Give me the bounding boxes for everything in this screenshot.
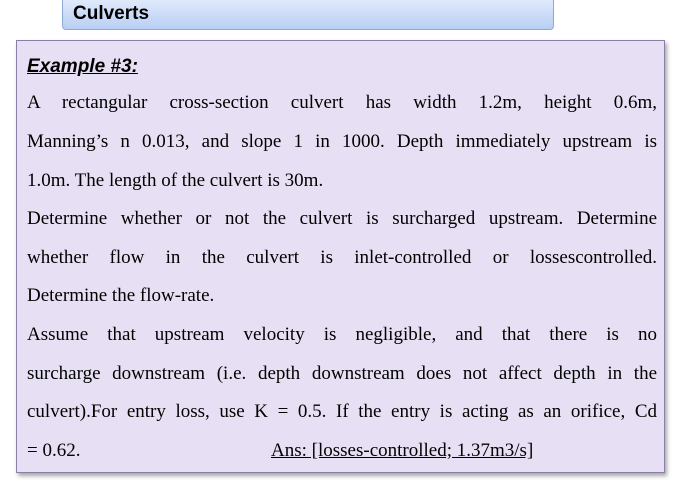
- example-line-7: Assume that upstream velocity is negligible, and that there is no: [27, 324, 657, 345]
- example-line-10: = 0.62.: [27, 440, 81, 461]
- example-line-3: 1.0m. The length of the culvert is 30m.: [27, 170, 324, 191]
- example-heading: Example #3:: [27, 56, 138, 77]
- example-line-4: Determine whether or not the culvert is surcharged upstream. Determine: [27, 208, 657, 229]
- example-line-5: whether flow in the culvert is inlet-controlled or lossescontrolled.: [27, 247, 657, 268]
- answer-text: Ans: [losses-controlled; 1.37m3/s]: [271, 440, 534, 461]
- example-line-8: surcharge downstream (i.e. depth downstream does not affect depth in the: [27, 363, 657, 384]
- example-line-1: A rectangular cross-section culvert has width 1.2m, height 0.6m,: [27, 92, 657, 113]
- example-box: [16, 40, 665, 473]
- example-line-6: Determine the flow-rate.: [27, 285, 215, 306]
- example-line-2: Manning’s n 0.013, and slope 1 in 1000. Depth immediately upstream is: [27, 131, 657, 152]
- slide-title: Culverts: [73, 3, 150, 24]
- example-line-9: culvert).For entry loss, use K = 0.5. If the entry is acting as an orifice, Cd: [27, 401, 657, 422]
- title-bar: [62, 0, 554, 30]
